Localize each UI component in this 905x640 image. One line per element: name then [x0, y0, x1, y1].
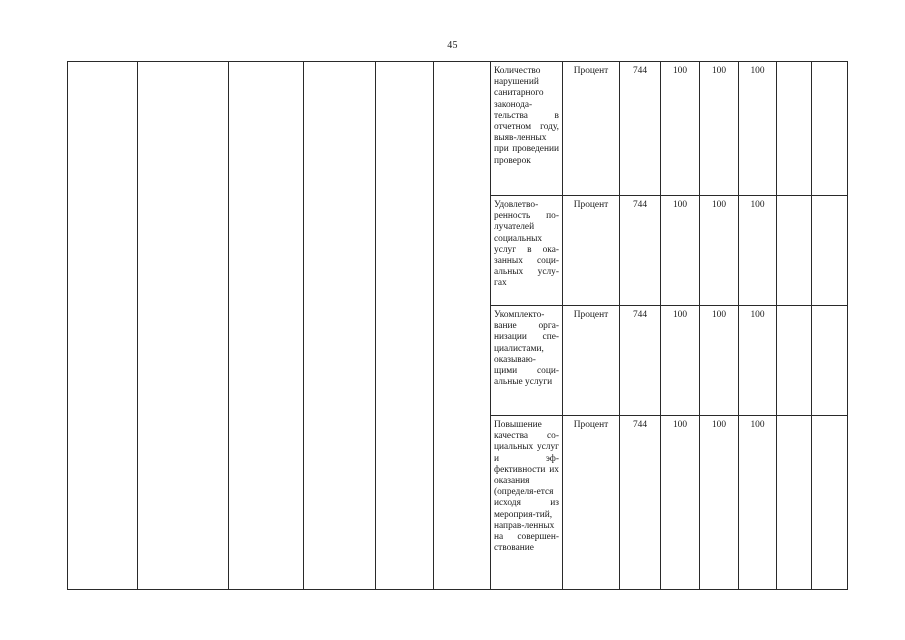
table-row: [68, 62, 848, 196]
indicator-name-cell: Укомплекто-вание орга-низации спе-циалистами, оказываю-щими соци-альные услуги: [491, 306, 563, 416]
value-year-1-cell: 100: [661, 416, 700, 590]
value-year-2-cell: 100: [700, 196, 739, 306]
okei-code-cell: 744: [620, 62, 661, 196]
condition-cell-1: [376, 62, 434, 590]
okei-code-cell: 744: [620, 306, 661, 416]
deviation-percent-cell: [777, 62, 812, 196]
okei-code-cell: 744: [620, 196, 661, 306]
content-cell-1: [229, 62, 304, 590]
value-year-2-cell: 100: [700, 416, 739, 590]
indicator-name-cell: Удовлетво-ренность по-лучателей социальных услуг в ока-занных соци-альных услу-гах: [491, 196, 563, 306]
page-number: 45: [447, 40, 458, 51]
quality-indicators-table: [67, 61, 848, 590]
indicator-name-cell: Повышение качества со-циальных услуг и эф-фективности их оказания (определя-ется исходя из мероприя-тий, направ-ленных на совершен-ствование: [491, 416, 563, 590]
condition-cell-2: [434, 62, 491, 590]
content-cell-2: [304, 62, 376, 590]
deviation-absolute-cell: [812, 306, 848, 416]
indicator-name-cell: Количество нарушений санитарного законода-тельства в отчетном году, выяв-ленных при проведении проверок: [491, 62, 563, 196]
unit-cell: Процент: [563, 416, 620, 590]
unit-cell: Процент: [563, 62, 620, 196]
value-year-3-cell: 100: [739, 62, 777, 196]
value-year-1-cell: 100: [661, 196, 700, 306]
deviation-percent-cell: [777, 306, 812, 416]
service-name-cell: [138, 62, 229, 590]
okei-code-cell: 744: [620, 416, 661, 590]
value-year-2-cell: 100: [700, 306, 739, 416]
value-year-2-cell: 100: [700, 62, 739, 196]
value-year-3-cell: 100: [739, 416, 777, 590]
deviation-percent-cell: [777, 416, 812, 590]
deviation-percent-cell: [777, 196, 812, 306]
value-year-3-cell: 100: [739, 196, 777, 306]
service-number-cell: [68, 62, 138, 590]
value-year-1-cell: 100: [661, 62, 700, 196]
deviation-absolute-cell: [812, 62, 848, 196]
deviation-absolute-cell: [812, 416, 848, 590]
value-year-3-cell: 100: [739, 306, 777, 416]
unit-cell: Процент: [563, 196, 620, 306]
value-year-1-cell: 100: [661, 306, 700, 416]
unit-cell: Процент: [563, 306, 620, 416]
deviation-absolute-cell: [812, 196, 848, 306]
